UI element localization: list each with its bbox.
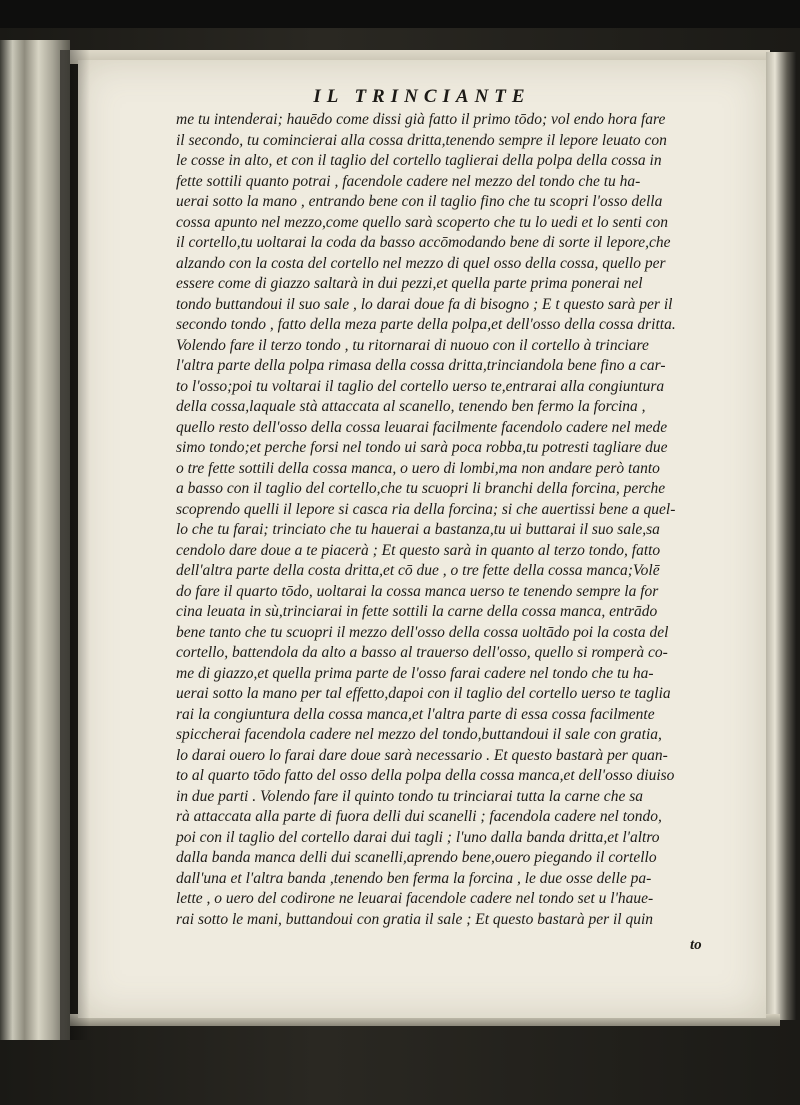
text-line: me tu intenderai; hauēdo come dissi già fatto il primo tōdo; vol endo hora fare bbox=[176, 111, 666, 128]
text-line: poi con il taglio del cortello darai dui tagli ; l'uno dalla banda dritta,et l'altro bbox=[176, 828, 660, 846]
text-line: rà attaccata alla parte di fuora delli dui scanelli ; facendola cadere nel tondo, bbox=[176, 808, 662, 825]
text-line: secondo tondo , fatto della meza parte della polpa,et dell'osso della cossa dritta. bbox=[176, 316, 676, 333]
text-line: della cossa,laquale stà attaccata al scanello, tenendo ben fermo la forcina , bbox=[176, 398, 646, 415]
text-line: scoprendo quelli il lepore si casca ria della forcina; si che auertissi bene a quel- bbox=[176, 500, 676, 518]
text-line: le cosse in alto, et con il taglio del cortello taglierai della polpa della cossa in bbox=[176, 152, 662, 169]
text-line: alzando con la costa del cortello nel mezzo di quel osso della cossa, quello per bbox=[176, 254, 666, 272]
text-line: uerai sotto la mano , entrando bene con il taglio fino che tu scopri l'osso della bbox=[176, 193, 663, 210]
text-line: dall'una et l'altra banda ,tenendo ben ferma la forcina , le due osse delle pa- bbox=[176, 869, 652, 887]
text-line: l'altra parte della polpa rimasa della cossa dritta,trinciandola bene fino a car- bbox=[176, 357, 666, 374]
text-line: dalla banda manca delli dui scanelli,aprendo bene,ouero piegando il cortello bbox=[176, 849, 657, 866]
page-edge-right bbox=[766, 52, 796, 1020]
text-line: essere come di giazzo saltarà in dui pezzi,et quella parte prima ponerai nel bbox=[176, 275, 643, 292]
text-line: quello resto dell'osso della cossa leuarai facilmente facendolo cadere nel mede bbox=[176, 418, 668, 436]
text-line: o tre fette sottili della cossa manca, o uero di lombi,ma non andare però tanto bbox=[176, 459, 660, 477]
text-line: dell'altra parte della costa dritta,et cō due , o tre fette della cossa manca;Volē bbox=[176, 562, 660, 579]
text-line: simo tondo;et perche forsi nel tondo ui sarà poca robba,tu potresti tagliare due bbox=[176, 439, 668, 456]
text-line: spiccherai facendola cadere nel mezzo del tondo,buttandoui il sale con gratia, bbox=[176, 726, 662, 743]
text-line: rai sotto le mani, buttandoui con gratia il sale ; Et questo bastarà per il quin bbox=[176, 910, 654, 928]
text-line: me di giazzo,et quella prima parte de l'osso farai cadere nel tondo che tu ha- bbox=[176, 664, 654, 682]
text-line: cina leuata in sù,trinciarai in fette sottili la carne della cossa manca, entrādo bbox=[176, 603, 658, 620]
body-text bbox=[176, 110, 736, 930]
text-line: rai la congiuntura della cossa manca,et l'altra parte di essa cossa facilmente bbox=[176, 705, 655, 723]
running-head: IL TRINCIANTE bbox=[313, 86, 531, 107]
text-line: cossa apunto nel mezzo,come quello sarà scoperto che tu lo uedi et lo senti con bbox=[176, 213, 669, 231]
text-line: to al quarto tōdo fatto del osso della polpa della cossa manca,et dell'osso diuiso bbox=[176, 767, 675, 784]
text-line: lette , o uero del codirone ne leuarai facendole cadere nel tondo set u l'haue- bbox=[176, 890, 654, 907]
text-line: bene tanto che tu scuopri il mezzo dell'osso della cossa uoltādo poi la costa del bbox=[176, 623, 669, 641]
catchword: to bbox=[690, 937, 702, 953]
text-line: uerai sotto la mano per tal effetto,dapoi con il taglio del cortello uerso te taglia bbox=[176, 685, 671, 702]
text-line: tondo buttandoui il suo sale , lo darai doue fa di bisogno ; E t questo sarà per il bbox=[176, 295, 673, 313]
text-line: Volendo fare il terzo tondo , tu ritornarai di nuouo con il cortello à trinciare bbox=[176, 336, 649, 354]
text-line: do fare il quarto tōdo, uoltarai la cossa manca uerso te tenendo sempre la for bbox=[176, 582, 659, 600]
gutter-shadow bbox=[60, 50, 90, 1040]
text-line: lo che tu farai; trinciato che tu hauerai a bastanza,tu ui buttarai il suo sale,sa bbox=[176, 521, 660, 538]
text-line: cortello, battendola da alto a basso al trauerso dell'osso, quello si romperà co- bbox=[176, 644, 668, 661]
text-line: cendolo dare doue a te piacerà ; Et questo sarà in quanto al terzo tondo, fatto bbox=[176, 541, 661, 559]
text-line: fette sottili quanto potrai , facendole cadere nel mezzo del tondo che tu ha- bbox=[176, 172, 641, 190]
text-line: il secondo, tu comincierai alla cossa dritta,tenendo sempre il lepore leuato con bbox=[176, 131, 667, 149]
text-line: in due parti . Volendo fare il quinto tondo tu trinciarai tutta la carne che sa bbox=[176, 787, 643, 805]
text-line: lo darai ouero lo farai dare doue sarà necessario . Et questo bastarà per quan- bbox=[176, 746, 668, 764]
text-line: il cortello,tu uoltarai la coda da basso accōmodando bene di sorte il lepore,che bbox=[176, 234, 671, 251]
text-line: a basso con il taglio del cortello,che tu scuopri li branchi della forcina, perche bbox=[176, 480, 666, 497]
text-line: to l'osso;poi tu voltarai il taglio del cortello uerso te,entrarai alla congiuntura bbox=[176, 377, 665, 395]
